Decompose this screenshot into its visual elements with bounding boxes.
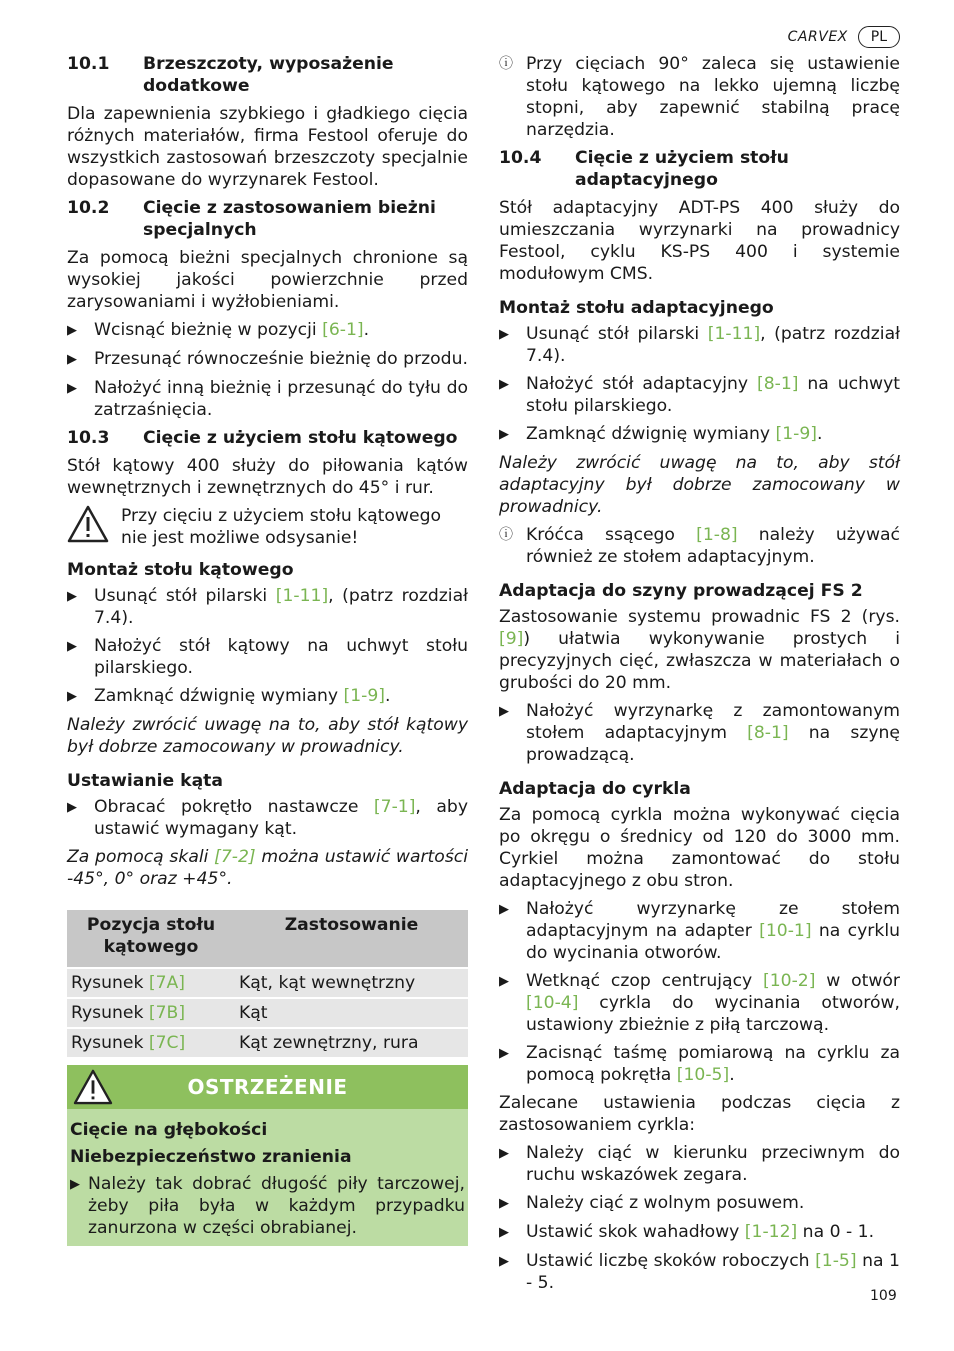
figure-reference: [7A] — [148, 973, 186, 993]
bullet-item: ▶ Nałożyć stół adaptacyjny [8-1] na uchwyt stołu pilarskiego. — [499, 374, 900, 416]
triangle-bullet-icon: ▶ — [499, 974, 509, 989]
triangle-bullet-icon: ▶ — [499, 377, 509, 392]
bullet-item: ▶ Wcisnąć bieżnię w pozycji [6-1]. — [67, 320, 370, 340]
figure-reference: [10-2] — [763, 971, 816, 991]
figure-reference: [9] — [499, 629, 524, 649]
triangle-bullet-icon: ▶ — [499, 1046, 509, 1061]
warning-body — [67, 1109, 468, 1246]
subheading: Adaptacja do cyrkla — [499, 779, 691, 799]
warning-triangle-icon — [73, 1069, 113, 1111]
info-note: ⓘ Przy cięciach 90° zaleca się ustawienie stołu kątowego na lekko ujemną liczbę stopni, aby zapewnić stabilną pracę narzędzia. — [499, 54, 900, 140]
triangle-bullet-icon: ▶ — [499, 902, 509, 917]
figure-reference: [7B] — [148, 1003, 186, 1023]
figure-reference: [6-1] — [322, 320, 364, 340]
figure-reference: [1-8] — [696, 525, 738, 545]
italic-note: Za pomocą skali [7-2] można ustawić wartości -45°, 0° oraz +45°. — [67, 847, 468, 889]
figure-reference: [1-5] — [815, 1251, 857, 1271]
bullet-item: ▶ Zacisnąć taśmę pomiarową na cyrklu za pomocą pokrętła [10-5]. — [499, 1043, 900, 1085]
bullet-item: ▶ Wetknąć czop centrujący [10-2] w otwór [10-4] cyrkla do wycinania otworów, ustawiony zbieżnie z piłą tarczową. — [499, 971, 900, 1035]
triangle-bullet-icon: ▶ — [499, 427, 509, 442]
triangle-bullet-icon: ▶ — [67, 323, 77, 338]
triangle-bullet-icon: ▶ — [499, 1254, 509, 1269]
left-column — [67, 53, 468, 1246]
italic-note: Należy zwrócić uwagę na to, aby stół adaptacyjny był dobrze zamocowany w prowadnicy. — [499, 453, 900, 517]
warning-triangle-icon — [67, 505, 121, 549]
figure-reference: [7-2] — [214, 847, 256, 867]
figure-reference: [1-11] — [707, 324, 761, 344]
triangle-bullet-icon: ▶ — [499, 327, 509, 342]
bullet-item: ▶ Ustawić liczbę skoków roboczych [1-5] na 1 - 5. — [499, 1251, 900, 1293]
paragraph: Za pomocą cyrkla można wykonywać cięcia po okręgu o średnicy od 120 do 3000 mm. Cyrkiel można zamontować do stołu adaptacyjnego z obu stron. — [499, 805, 900, 891]
bullet-item: ▶ Nałożyć wyrzynarkę ze stołem adaptacyjnym na adapter [10-1] na cyrklu do wycinania otworów. — [499, 899, 900, 963]
section-heading: 10.1 Brzeszczoty, wyposażenie dodatkowe — [67, 54, 394, 96]
bullet-item: ▶ Należy tak dobrać długość piły tarczowej, żeby piła była w każdym przypadku zanurzona w części obrabianej. — [70, 1174, 465, 1238]
info-note: ⓘ Króćca ssącego [1-8] należy używać również ze stołem adaptacyjnym. — [499, 525, 900, 567]
table-row: Rysunek [7C] Kąt zewnętrzny, rura — [67, 1028, 468, 1057]
table-row: Rysunek [7A] Kąt, kąt wewnętrzny — [67, 968, 468, 998]
paragraph: Zalecane ustawienia podczas cięcia z zastosowaniem cyrkla: — [499, 1093, 900, 1135]
table-header: Zastosowanie — [235, 910, 468, 968]
figure-reference: [7-1] — [373, 797, 416, 817]
triangle-bullet-icon: ▶ — [499, 1146, 509, 1161]
figure-reference: [1-12] — [744, 1222, 798, 1242]
warning-header — [67, 1065, 468, 1109]
triangle-bullet-icon: ▶ — [499, 704, 509, 719]
figure-reference: [10-5] — [676, 1065, 730, 1085]
triangle-bullet-icon: ▶ — [67, 589, 77, 604]
triangle-bullet-icon: ▶ — [499, 1225, 509, 1240]
bullet-item: ▶ Obracać pokrętło nastawcze [7-1], aby ustawić wymagany kąt. — [67, 797, 468, 839]
bullet-item: ▶ Należy ciąć w kierunku przeciwnym do ruchu wskazówek zegara. — [499, 1143, 900, 1185]
bullet-item: ▶ Przesunąć równocześnie bieżnię do przodu. — [67, 349, 468, 369]
figure-reference: [1-11] — [275, 586, 329, 606]
section-heading: 10.4 Cięcie z użyciem stołu adaptacyjnego — [499, 148, 789, 190]
subheading: Montaż stołu adaptacyjnego — [499, 298, 774, 318]
subheading: Ustawianie kąta — [67, 771, 223, 791]
warning-subheading: Niebezpieczeństwo zranienia — [70, 1147, 352, 1167]
bullet-item: ▶ Zamknąć dźwignię wymiany [1-9]. — [67, 686, 391, 706]
figure-reference: [8-1] — [747, 723, 789, 743]
bullet-item: ▶ Nałożyć stół kątowy na uchwyt stołu pilarskiego. — [67, 636, 468, 678]
triangle-bullet-icon: ▶ — [67, 381, 77, 396]
triangle-bullet-icon: ▶ — [70, 1177, 80, 1192]
language-badge: PL — [858, 26, 900, 48]
bullet-item: ▶ Zamknąć dźwignię wymiany [1-9]. — [499, 424, 823, 444]
triangle-bullet-icon: ▶ — [67, 639, 77, 654]
paragraph: Zastosowanie systemu prowadnic FS 2 (rys. [9]) ułatwia wykonywanie prostych i precyzyjnych cięć, zwłaszcza w materiałach o grubości do 20 mm. — [499, 607, 900, 693]
paragraph: Stół kątowy 400 służy do piłowania kątów wewnętrznych i zewnętrznych do 45° i rur. — [67, 456, 468, 498]
page-number: 109 — [870, 1288, 897, 1304]
page-header — [788, 26, 900, 48]
figure-reference: [10-4] — [526, 993, 579, 1013]
paragraph: Stół adaptacyjny ADT-PS 400 służy do umieszczania wyrzynarki na prowadnicy Festool, cyklu KS-PS 400 i systemie modułowym CMS. — [499, 198, 900, 284]
section-heading: 10.3 Cięcie z użyciem stołu kątowego — [67, 428, 458, 448]
subheading: Montaż stołu kątowego — [67, 560, 294, 580]
brand-name: CARVEX — [787, 29, 848, 45]
figure-reference: [10-1] — [759, 921, 812, 941]
triangle-bullet-icon: ▶ — [67, 800, 77, 815]
warning-title: OSTRZEŻENIE — [187, 1075, 348, 1099]
info-icon: ⓘ — [499, 56, 513, 72]
figure-reference: [1-9] — [343, 686, 386, 706]
right-column — [499, 53, 900, 1300]
warning-box — [67, 1065, 468, 1246]
paragraph: Dla zapewnienia szybkiego i gładkiego cięcia różnych materiałów, firma Festool oferuje do wszystkich zastosowań brzeszczoty specjalnie dopasowane do wyrzynarek Festool. — [67, 104, 468, 190]
table-header: Pozycja stołu kątowego — [67, 910, 235, 968]
figure-reference: [1-9] — [775, 424, 818, 444]
subheading: Adaptacja do szyny prowadzącej FS 2 — [499, 581, 863, 601]
table-row: Rysunek [7B] Kąt — [67, 998, 468, 1028]
info-icon: ⓘ — [499, 527, 513, 543]
bullet-item: ▶ Nałożyć wyrzynarkę z zamontowanym stołem adaptacyjnym [8-1] na szynę prowadzącą. — [499, 701, 900, 765]
figure-reference: [8-1] — [756, 374, 799, 394]
triangle-bullet-icon: ▶ — [67, 352, 77, 367]
warning-subheading: Cięcie na głębokości — [70, 1120, 268, 1140]
bullet-item: ▶ Należy ciąć z wolnym posuwem. — [499, 1193, 805, 1213]
triangle-bullet-icon: ▶ — [499, 1196, 509, 1211]
angle-table — [67, 910, 468, 1057]
bullet-item: ▶ Ustawić skok wahadłowy [1-12] na 0 - 1. — [499, 1222, 875, 1242]
italic-note: Należy zwrócić uwagę na to, aby stół kątowy był dobrze zamocowany w prowadnicy. — [67, 715, 468, 757]
section-heading: 10.2 Cięcie z zastosowaniem bieżni specjalnych — [67, 198, 436, 240]
triangle-bullet-icon: ▶ — [67, 689, 77, 704]
figure-reference: [7C] — [148, 1033, 186, 1053]
warning-note: Przy cięciu z użyciem stołu kątowego nie jest możliwe odsysanie! — [67, 505, 468, 549]
bullet-item: ▶ Nałożyć inną bieżnię i przesunąć do tyłu do zatrzaśnięcia. — [67, 378, 468, 420]
bullet-item: ▶ Usunąć stół pilarski [1-11], (patrz rozdział 7.4). — [499, 324, 901, 366]
paragraph: Za pomocą bieżni specjalnych chronione są wysokiej jakości powierzchnie przed zarysowaniami i wyżłobieniami. — [67, 248, 468, 312]
bullet-item: ▶ Usunąć stół pilarski [1-11], (patrz rozdział 7.4). — [67, 586, 469, 628]
